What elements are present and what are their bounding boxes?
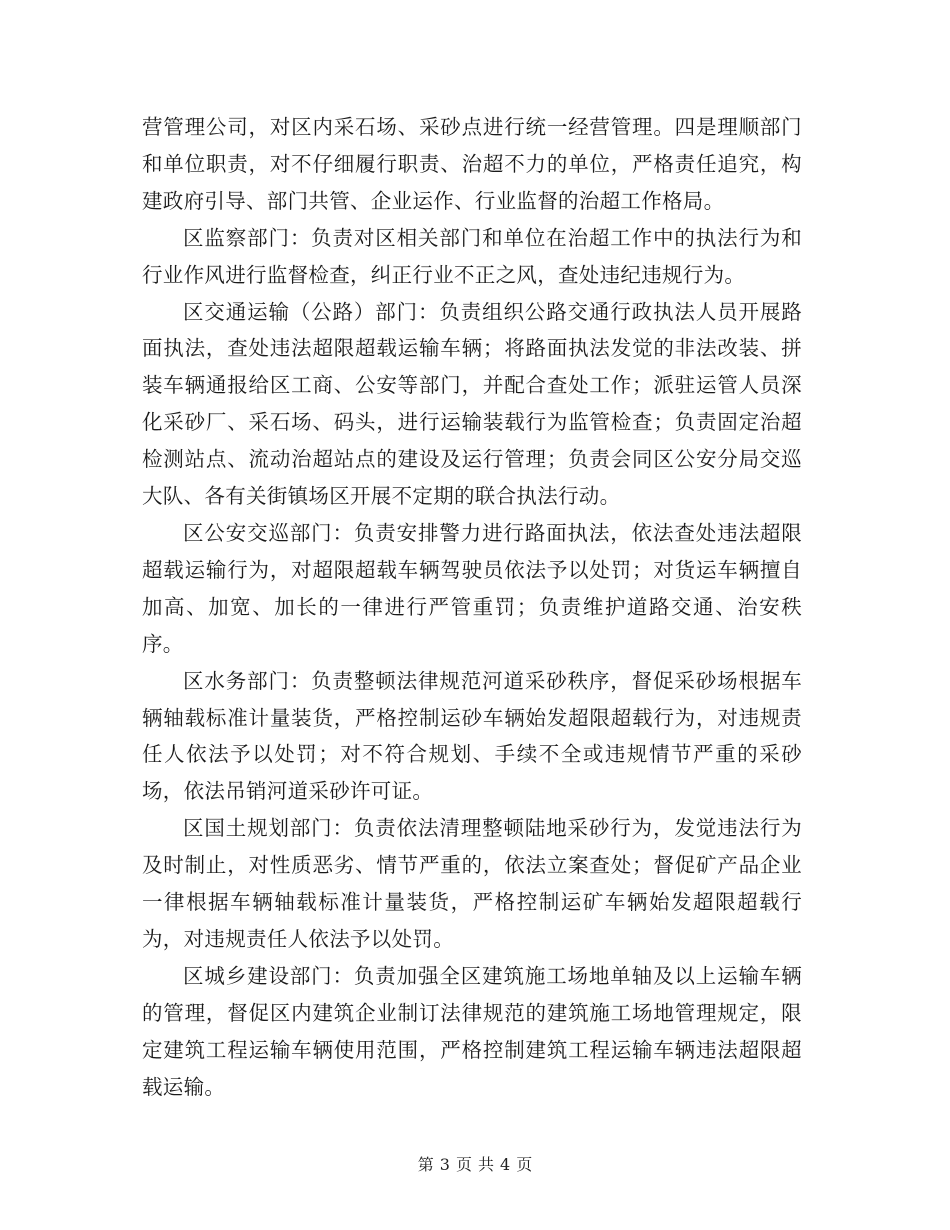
footer-total-label: 共 [478, 1155, 495, 1174]
footer-current-page: 3 [439, 1155, 450, 1174]
footer-suffix: 页 [516, 1155, 533, 1174]
paragraph-police-dept: 区公安交巡部门：负责安排警力进行路面执法，依法查处违法超限超载运输行为，对超限超载车辆驾驶员依法予以处罚；对货运车辆擅自加高、加宽、加长的一律进行严管重罚；负责维护道路交通、治安秩序。 [142, 520, 802, 656]
footer-prefix: 第 [417, 1155, 434, 1174]
paragraph-transport-dept: 区交通运输（公路）部门：负责组织公路交通行政执法人员开展路面执法，查处违法超限超载运输车辆；将路面执法发觉的非法改装、拼装车辆通报给区工商、公安等部门，并配合查处工作；派驻运管人员深化采砂厂、采石场、码头，进行运输装载行为监管检查；负责固定治超检测站点、流动治超站点的建设及运行管理；负责会同区公安分局交巡大队、各有关街镇场区开展不定期的联合执法行动。 [142, 299, 802, 509]
paragraph-construction-dept: 区城乡建设部门：负责加强全区建筑施工场地单轴及以上运输车辆的管理，督促区内建筑企业制订法律规范的建筑施工场地管理规定，限定建筑工程运输车辆使用范围，严格控制建筑工程运输车辆违法超限超载运输。 [142, 963, 802, 1099]
paragraph-water-dept: 区水务部门：负责整顿法律规范河道采砂秩序，督促采砂场根据车辆轴载标准计量装货，严格控制运砂车辆始发超限超载行为，对违规责任人依法予以处罚；对不符合规划、手续不全或违规情节严重的采砂场，依法吊销河道采砂许可证。 [142, 668, 802, 804]
document-body [142, 109, 802, 1105]
paragraph-continuation: 营管理公司，对区内采石场、采砂点进行统一经营管理。四是理顺部门和单位职责，对不仔细履行职责、治超不力的单位，严格责任追究，构建政府引导、部门共管、企业运作、行业监督的治超工作格局。 [142, 115, 802, 213]
paragraph-supervision-dept: 区监察部门：负责对区相关部门和单位在治超工作中的执法行为和行业作风进行监督检查，纠正行业不正之风，查处违纪违规行为。 [142, 225, 802, 287]
footer-total-pages: 4 [500, 1155, 511, 1174]
footer-page-unit: 页 [455, 1155, 472, 1174]
page-footer [0, 1152, 950, 1175]
paragraph-land-planning-dept: 区国土规划部门：负责依法清理整顿陆地采砂行为，发觉违法行为及时制止，对性质恶劣、情节严重的，依法立案查处；督促矿产品企业一律根据车辆轴载标准计量装货，严格控制运矿车辆始发超限超载行为，对违规责任人依法予以处罚。 [142, 816, 802, 951]
